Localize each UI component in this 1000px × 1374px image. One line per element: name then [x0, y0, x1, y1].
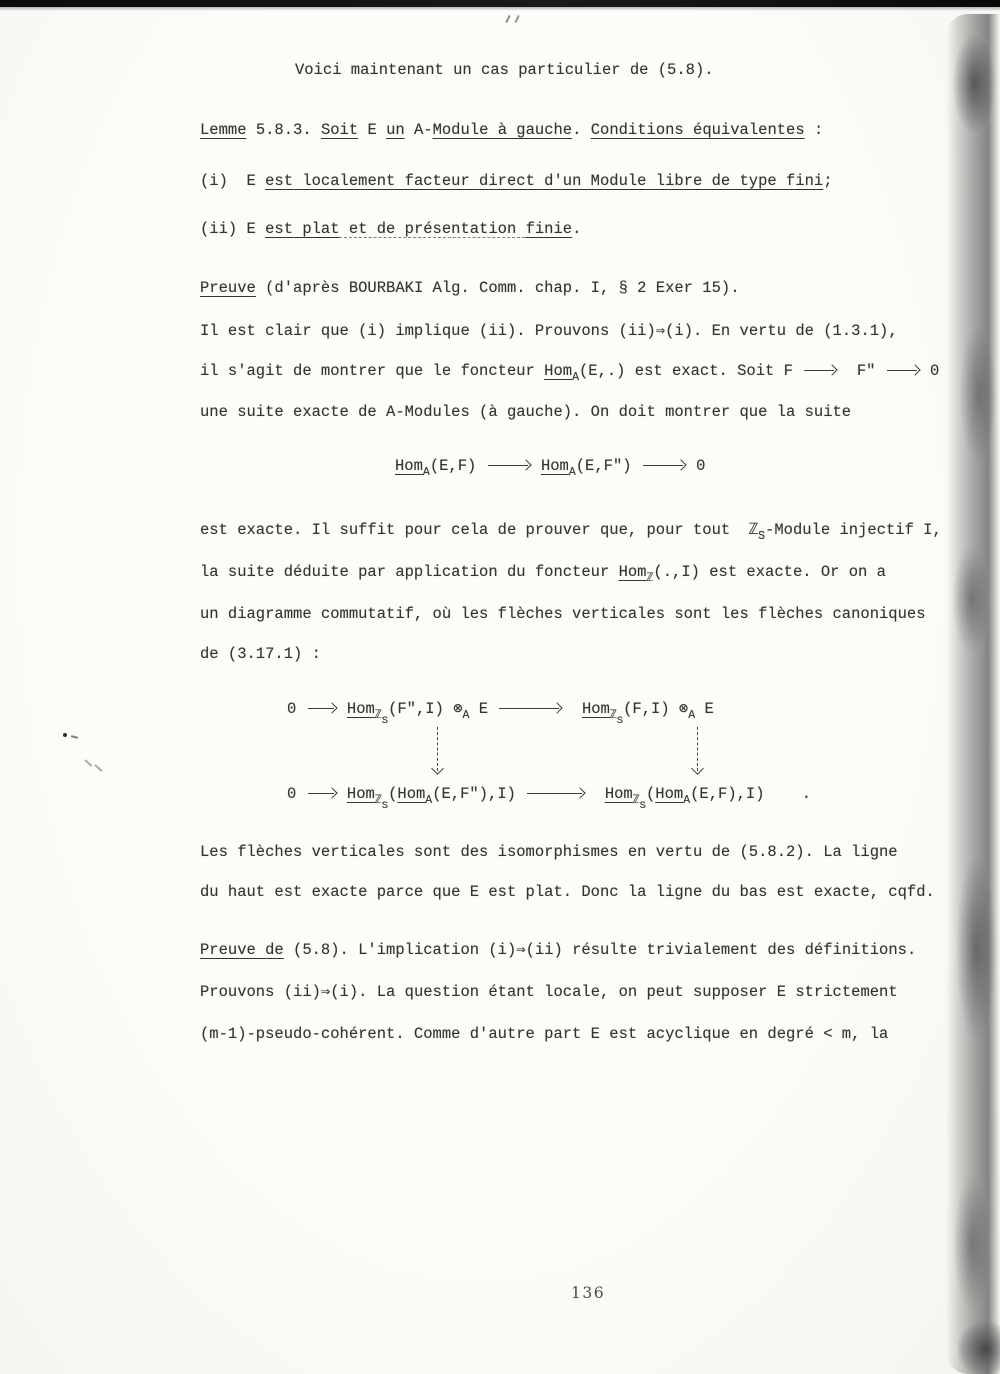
scan-artifact-speck: [63, 733, 67, 737]
text-segment: Hom: [395, 457, 423, 475]
text-segment: ;: [823, 172, 833, 190]
text-segment: E: [469, 700, 498, 718]
scan-artifact-speck: [95, 764, 103, 771]
proof-5-8-heading-line: [200, 940, 916, 960]
display-formula: [395, 456, 705, 483]
intro-line: [295, 60, 714, 80]
text-segment: :: [804, 121, 824, 139]
proof-line-9: [200, 882, 935, 902]
scan-artifact-top-bar: [0, 0, 1000, 7]
proof-line-1: [200, 321, 898, 341]
text-segment: 0: [287, 785, 306, 803]
text-segment: (5.8). L'implication (i)⇒(ii) résulte trivialement des définitions.: [283, 941, 917, 959]
text-segment: il s'agit de montrer que le foncteur: [200, 362, 545, 380]
text-segment: S: [616, 715, 624, 727]
text-segment: .: [572, 220, 582, 238]
text-segment: S: [639, 800, 646, 812]
text-segment: .: [572, 121, 591, 139]
text-segment: Soit: [320, 121, 359, 139]
text-segment: Hom: [346, 785, 375, 803]
text-segment: (E,F),I) .: [690, 785, 812, 803]
proof-line-3: [200, 402, 851, 422]
text-segment: Hom: [346, 700, 375, 718]
text-segment: S: [381, 715, 389, 727]
text-segment: 0: [686, 457, 706, 475]
text-segment: de (3.17.1) :: [200, 645, 321, 663]
text-segment: (: [388, 785, 398, 803]
text-segment: est exacte. Il suffit pour cela de prouver que, pour tout: [200, 521, 749, 539]
text-segment: A: [422, 466, 430, 479]
text-segment: un: [386, 121, 405, 139]
text-segment: A: [462, 709, 470, 722]
text-segment: 5.8.3.: [246, 121, 321, 139]
proof-line-2: [200, 361, 939, 388]
right-arrow-icon: [643, 465, 683, 466]
text-segment: (m-1)-pseudo-cohérent. Comme d'autre part E est acyclique en degré < m, la: [200, 1025, 889, 1043]
text-segment: (ii) E: [200, 220, 266, 238]
text-segment: A: [425, 794, 433, 807]
scan-artifact-top-mark: [505, 15, 510, 23]
right-arrow-icon: [887, 370, 917, 371]
scan-artifact-right-band: [946, 14, 1000, 1374]
text-segment: et de présentation: [339, 220, 526, 238]
condition-i: [200, 171, 833, 191]
right-arrow-icon: [804, 370, 834, 371]
text-segment: Hom: [397, 785, 426, 803]
proof-line-4: [200, 520, 942, 547]
page-number: 136: [571, 1284, 606, 1302]
text-segment: du haut est exacte parce que E est plat. Donc la ligne du bas est exacte, cqfd.: [200, 883, 935, 901]
text-segment: est plat: [265, 220, 340, 238]
text-segment: Preuve de: [200, 941, 284, 959]
text-segment: une suite exacte de A-Modules (à gauche). On doit montrer que la suite: [200, 403, 852, 421]
right-arrow-icon: [308, 708, 334, 709]
scan-artifact-top-mark: [514, 15, 519, 23]
text-segment: E: [695, 700, 714, 718]
proof-5-8-line-2: [200, 982, 898, 1002]
text-segment: A: [683, 794, 691, 807]
text-segment: [532, 457, 541, 475]
text-segment: ℤ: [374, 709, 382, 722]
diagram-row-top: [287, 699, 714, 731]
diagram-row-bottom: [287, 784, 811, 816]
proof-line-8: [200, 842, 898, 862]
text-segment: Voici maintenant un cas particulier de (5.8).: [295, 61, 714, 79]
text-segment: [338, 700, 347, 718]
right-arrow-icon: [527, 793, 582, 794]
down-arrow-icon: [697, 727, 698, 771]
text-segment: [338, 785, 347, 803]
text-segment: (d'après BOURBAKI Alg. Comm. chap. I, § 2 Exer 15).: [255, 279, 740, 297]
text-segment: ℤ: [374, 794, 382, 807]
text-segment: 0: [287, 700, 306, 718]
scan-artifact-bottom-right-blob: [958, 1322, 1000, 1374]
text-segment: est localement facteur direct d'un Module libre de type fini: [265, 172, 824, 190]
text-segment: Preuve: [200, 279, 256, 297]
text-segment: Conditions équivalentes: [590, 121, 805, 139]
proof-5-8-line-3: [200, 1024, 888, 1044]
text-segment: Lemme: [200, 121, 247, 139]
text-segment: Module à gauche: [432, 121, 573, 139]
scan-artifact-speck: [71, 735, 78, 739]
text-segment: (E,F"): [575, 457, 641, 475]
text-segment: ℤ: [646, 572, 654, 585]
right-arrow-icon: [308, 793, 334, 794]
text-segment: (E,F): [429, 457, 486, 475]
text-segment: ℤ: [632, 794, 640, 807]
text-segment: (F",I) ⊗: [388, 700, 463, 718]
text-segment: A: [688, 709, 696, 722]
text-segment: (: [645, 785, 656, 803]
lemma-5-8-3-heading: [200, 120, 823, 140]
text-segment: -Module injectif I,: [765, 521, 942, 539]
down-arrow-icon: [437, 727, 438, 771]
text-segment: [586, 785, 605, 803]
text-segment: Les flèches verticales sont des isomorphismes en vertu de (5.8.2). La ligne: [200, 843, 898, 861]
text-segment: Hom: [604, 785, 633, 803]
text-segment: (E,F"),I): [432, 785, 526, 803]
text-segment: A: [572, 371, 579, 384]
scan-artifact-speck: [85, 759, 93, 766]
text-segment: ℤ: [609, 709, 617, 722]
text-segment: Il est clair que (i) implique (ii). Prouvons (ii)⇒(i). En vertu de (1.3.1),: [200, 322, 898, 340]
text-segment: S: [381, 800, 389, 812]
right-arrow-icon: [499, 708, 559, 709]
text-segment: 0: [920, 362, 940, 380]
text-segment: F": [838, 362, 885, 380]
text-segment: Hom: [618, 563, 647, 581]
proof-line-7: [200, 644, 321, 664]
text-segment: ℤ: [748, 521, 759, 539]
text-segment: E: [358, 121, 387, 139]
text-segment: A: [568, 466, 576, 479]
text-segment: un diagramme commutatif, où les flèches verticales sont les flèches canoniques: [200, 605, 926, 623]
text-segment: S: [758, 530, 766, 543]
text-segment: la suite déduite par application du foncteur: [200, 563, 619, 581]
proof-heading: [200, 278, 740, 298]
text-segment: (E,.) est exact. Soit F: [578, 362, 803, 380]
condition-ii: [200, 219, 581, 239]
text-segment: Hom: [655, 785, 684, 803]
text-segment: Hom: [581, 700, 610, 718]
text-segment: Hom: [544, 362, 573, 380]
text-segment: Hom: [540, 457, 569, 475]
text-segment: finie: [525, 220, 573, 238]
proof-line-6: [200, 604, 926, 624]
text-segment: [563, 700, 582, 718]
right-arrow-icon: [488, 465, 528, 466]
text-segment: (i) E: [200, 172, 266, 190]
text-segment: (.,I) est exacte. Or on a: [653, 563, 886, 581]
proof-line-5: [200, 562, 886, 589]
text-segment: Prouvons (ii)⇒(i). La question étant locale, on peut supposer E strictement: [200, 983, 898, 1001]
text-segment: (F,I) ⊗: [623, 700, 689, 718]
text-segment: A-: [404, 121, 433, 139]
